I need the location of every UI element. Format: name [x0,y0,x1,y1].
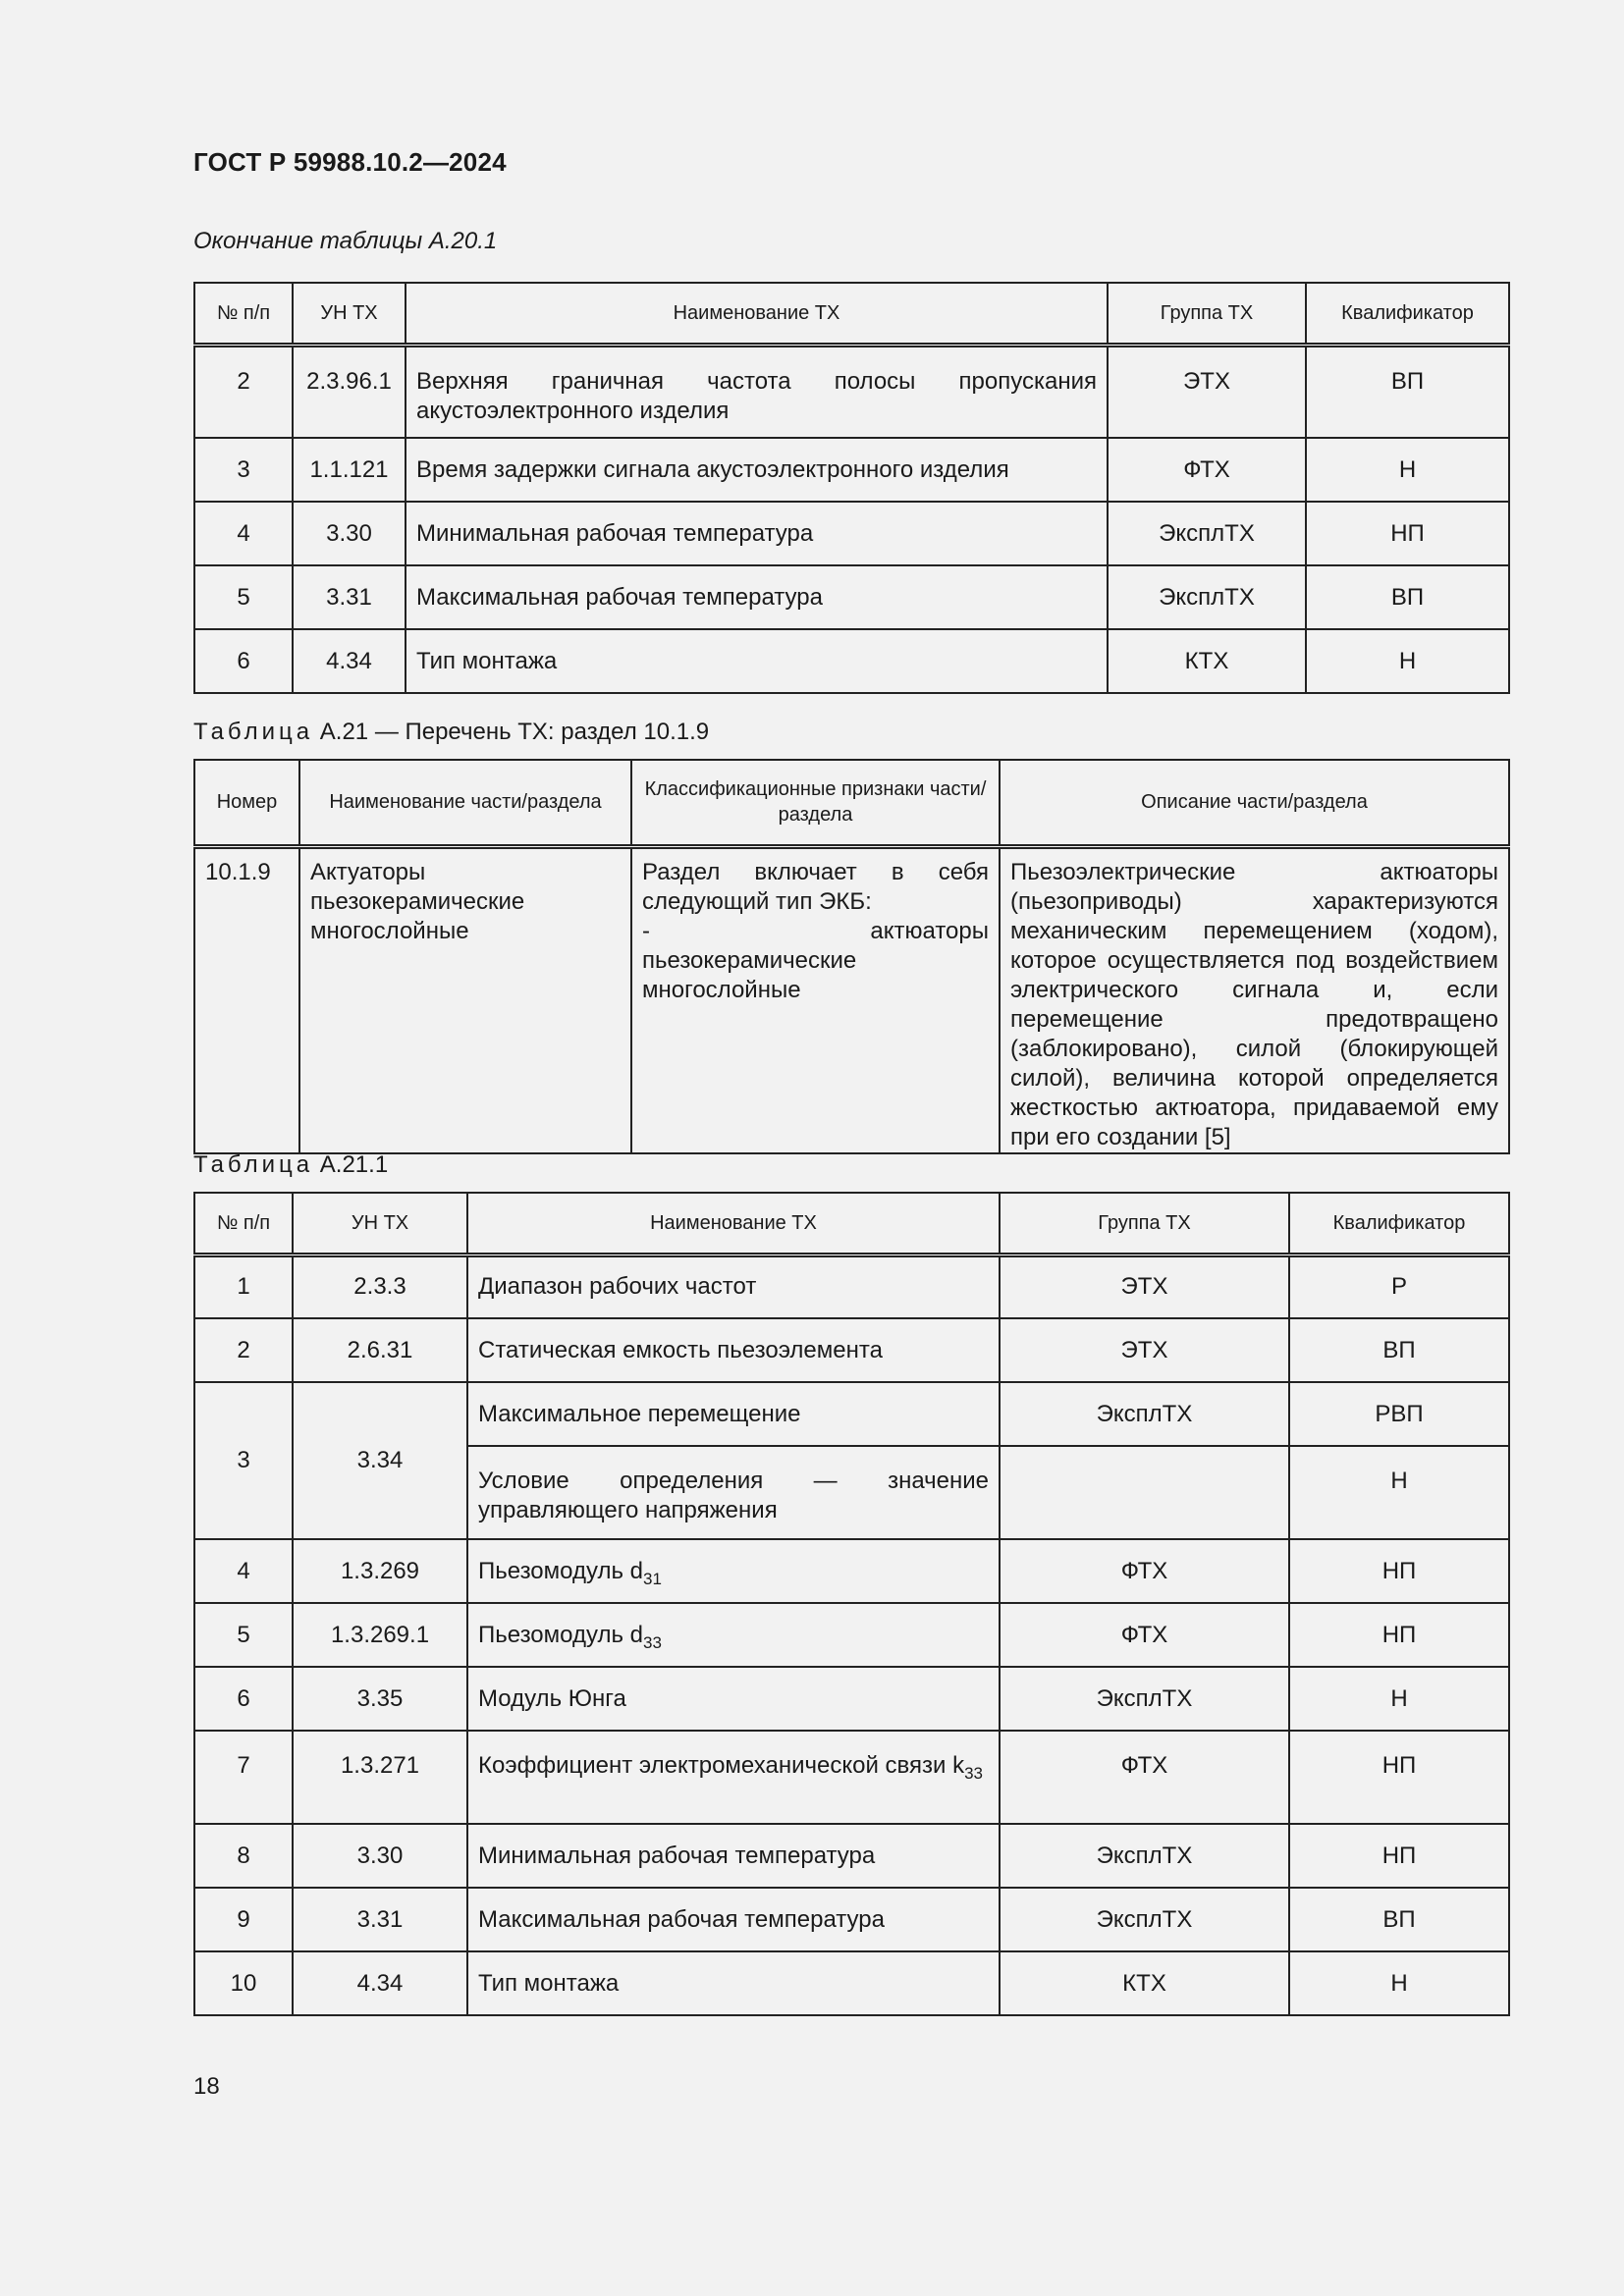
part-name: Актуаторы пьезокерамические многослойные [299,846,631,1153]
row-qualifier: НП [1289,1603,1509,1667]
col-header-group: Группа ТХ [1000,1193,1289,1255]
row-code: 3.30 [293,502,406,565]
row-code: 3.30 [293,1824,467,1888]
row-code: 1.3.271 [293,1731,467,1824]
row-group: ЭксплТХ [1000,1382,1289,1446]
row-code: 2.6.31 [293,1318,467,1382]
table-row [194,1539,1509,1603]
row-qualifier: Р [1289,1255,1509,1318]
table-a21 [193,759,1510,1154]
row-code: 1.1.121 [293,438,406,502]
row-name-subscript: 33 [964,1764,983,1783]
col-header-qualifier: Квалификатор [1289,1193,1509,1255]
table-row [194,1603,1509,1667]
table-row [194,846,1509,1153]
part-features: Раздел включает в себя следующий тип ЭКБ: - актюаторы пьезокерамические многослойные [631,846,1000,1153]
row-condition-name: Условие определения — значение управляющего напряжения [467,1446,1000,1539]
table-a21-caption [193,719,709,746]
table-a21-1 [193,1192,1510,2016]
col-header-num: № п/п [194,1193,293,1255]
col-header-name: Наименование ТХ [406,283,1108,345]
row-code: 3.35 [293,1667,467,1731]
part-number: 10.1.9 [194,846,299,1153]
row-num: 2 [194,345,293,438]
row-group: ФТХ [1000,1539,1289,1603]
col-header-num: № п/п [194,283,293,345]
row-qualifier: Н [1289,1951,1509,2015]
row-num: 3 [194,438,293,502]
table-a20-1 [193,282,1510,694]
col-header-group: Группа ТХ [1108,283,1306,345]
table-row [194,1382,1509,1446]
row-qualifier: ВП [1306,345,1509,438]
row-name: Максимальное перемещение [467,1382,1000,1446]
row-name-text: Пьезомодуль d [478,1557,643,1584]
col-header-qualifier: Квалификатор [1306,283,1509,345]
col-header-description: Описание части/раздела [1000,760,1509,846]
row-name: Модуль Юнга [467,1667,1000,1731]
row-name: Верхняя граничная частота полосы пропускания акустоэлектронного изделия [406,345,1108,438]
table-row [194,1255,1509,1318]
row-group: КТХ [1000,1951,1289,2015]
table-row [194,345,1509,438]
row-group: ЭксплТХ [1108,565,1306,629]
col-header-features: Классификационные признаки части/раздела [631,760,1000,846]
row-group: ЭксплТХ [1108,502,1306,565]
row-group: ЭксплТХ [1000,1667,1289,1731]
row-num: 6 [194,629,293,693]
row-num: 7 [194,1731,293,1824]
row-group: ФТХ [1000,1603,1289,1667]
table-row [194,1731,1509,1824]
row-qualifier: ВП [1289,1888,1509,1951]
row-group: ЭТХ [1000,1318,1289,1382]
row-name: Максимальная рабочая температура [406,565,1108,629]
row-qualifier: НП [1306,502,1509,565]
row-num: 4 [194,502,293,565]
row-name [467,1731,1000,1824]
row-qualifier: Н [1306,438,1509,502]
row-name-text: Коэффициент электромеханической связи k [478,1752,965,1779]
row-qualifier: НП [1289,1731,1509,1824]
row-code: 4.34 [293,629,406,693]
col-header-code: УН ТХ [293,1193,467,1255]
row-qualifier: ВП [1306,565,1509,629]
table-a21-caption-label: Таблица [193,719,314,745]
row-group: ЭТХ [1000,1255,1289,1318]
col-header-code: УН ТХ [293,283,406,345]
row-group: ФТХ [1000,1731,1289,1824]
table-row [194,502,1509,565]
row-name: Максимальная рабочая температура [467,1888,1000,1951]
col-header-part-name: Наименование части/раздела [299,760,631,846]
row-num: 10 [194,1951,293,2015]
row-num: 8 [194,1824,293,1888]
row-code: 1.3.269.1 [293,1603,467,1667]
row-qualifier: НП [1289,1824,1509,1888]
row-name: Тип монтажа [406,629,1108,693]
row-qualifier: Н [1306,629,1509,693]
table-a21-caption-text: А.21 — Перечень ТХ: раздел 10.1.9 [319,719,710,745]
table-a21-1-caption-label: Таблица [193,1151,314,1178]
table-row [194,1318,1509,1382]
row-name: Диапазон рабочих частот [467,1255,1000,1318]
table-row [194,629,1509,693]
col-header-number: Номер [194,760,299,846]
table-row [194,438,1509,502]
table-row [194,1888,1509,1951]
table-row [194,565,1509,629]
row-qualifier: РВП [1289,1382,1509,1446]
table-a21-1-caption-text: А.21.1 [319,1151,389,1178]
row-code: 3.31 [293,565,406,629]
row-code: 1.3.269 [293,1539,467,1603]
row-qualifier: ВП [1289,1318,1509,1382]
row-name: Минимальная рабочая температура [406,502,1108,565]
table-a21-1-caption [193,1151,388,1179]
row-name: Тип монтажа [467,1951,1000,2015]
row-name: Время задержки сигнала акустоэлектронного изделия [406,438,1108,502]
row-group: ЭксплТХ [1000,1888,1289,1951]
row-name-text: Пьезомодуль d [478,1621,643,1648]
row-num: 1 [194,1255,293,1318]
row-num: 6 [194,1667,293,1731]
row-code: 2.3.3 [293,1255,467,1318]
part-description: Пьезоэлектрические актюаторы (пьезоприводы) характеризуются механическим перемещением (ходом), которое осуществляется под воздействием электрического сигнала и, если перемещение предотвращено (заблокировано), силой (блокирующей силой), величина которой определяется жесткостью актюатора, придаваемой ему при его создании [5] [1000,846,1509,1153]
page-number: 18 [193,2073,220,2100]
row-name: Статическая емкость пьезоэлемента [467,1318,1000,1382]
row-code: 3.31 [293,1888,467,1951]
row-group: ЭксплТХ [1000,1824,1289,1888]
standard-code: ГОСТ Р 59988.10.2—2024 [193,147,507,177]
table-a20-1-caption: Окончание таблицы А.20.1 [193,228,498,254]
row-condition-group [1000,1446,1289,1539]
row-num: 4 [194,1539,293,1603]
row-num: 5 [194,1603,293,1667]
row-name: Минимальная рабочая температура [467,1824,1000,1888]
row-code: 2.3.96.1 [293,345,406,438]
row-group: ФТХ [1108,438,1306,502]
row-name-subscript: 31 [642,1569,662,1588]
row-num: 5 [194,565,293,629]
table-row [194,1824,1509,1888]
row-num: 3 [194,1382,293,1539]
row-name [467,1603,1000,1667]
row-qualifier: Н [1289,1667,1509,1731]
row-group: ЭТХ [1108,345,1306,438]
row-name-subscript: 33 [642,1632,662,1652]
row-condition-qualifier: Н [1289,1446,1509,1539]
row-code: 3.34 [293,1382,467,1539]
row-qualifier: НП [1289,1539,1509,1603]
table-row [194,1951,1509,2015]
row-num: 9 [194,1888,293,1951]
row-num: 2 [194,1318,293,1382]
row-code: 4.34 [293,1951,467,2015]
table-row [194,1667,1509,1731]
row-group: КТХ [1108,629,1306,693]
row-name [467,1539,1000,1603]
col-header-name: Наименование ТХ [467,1193,1000,1255]
